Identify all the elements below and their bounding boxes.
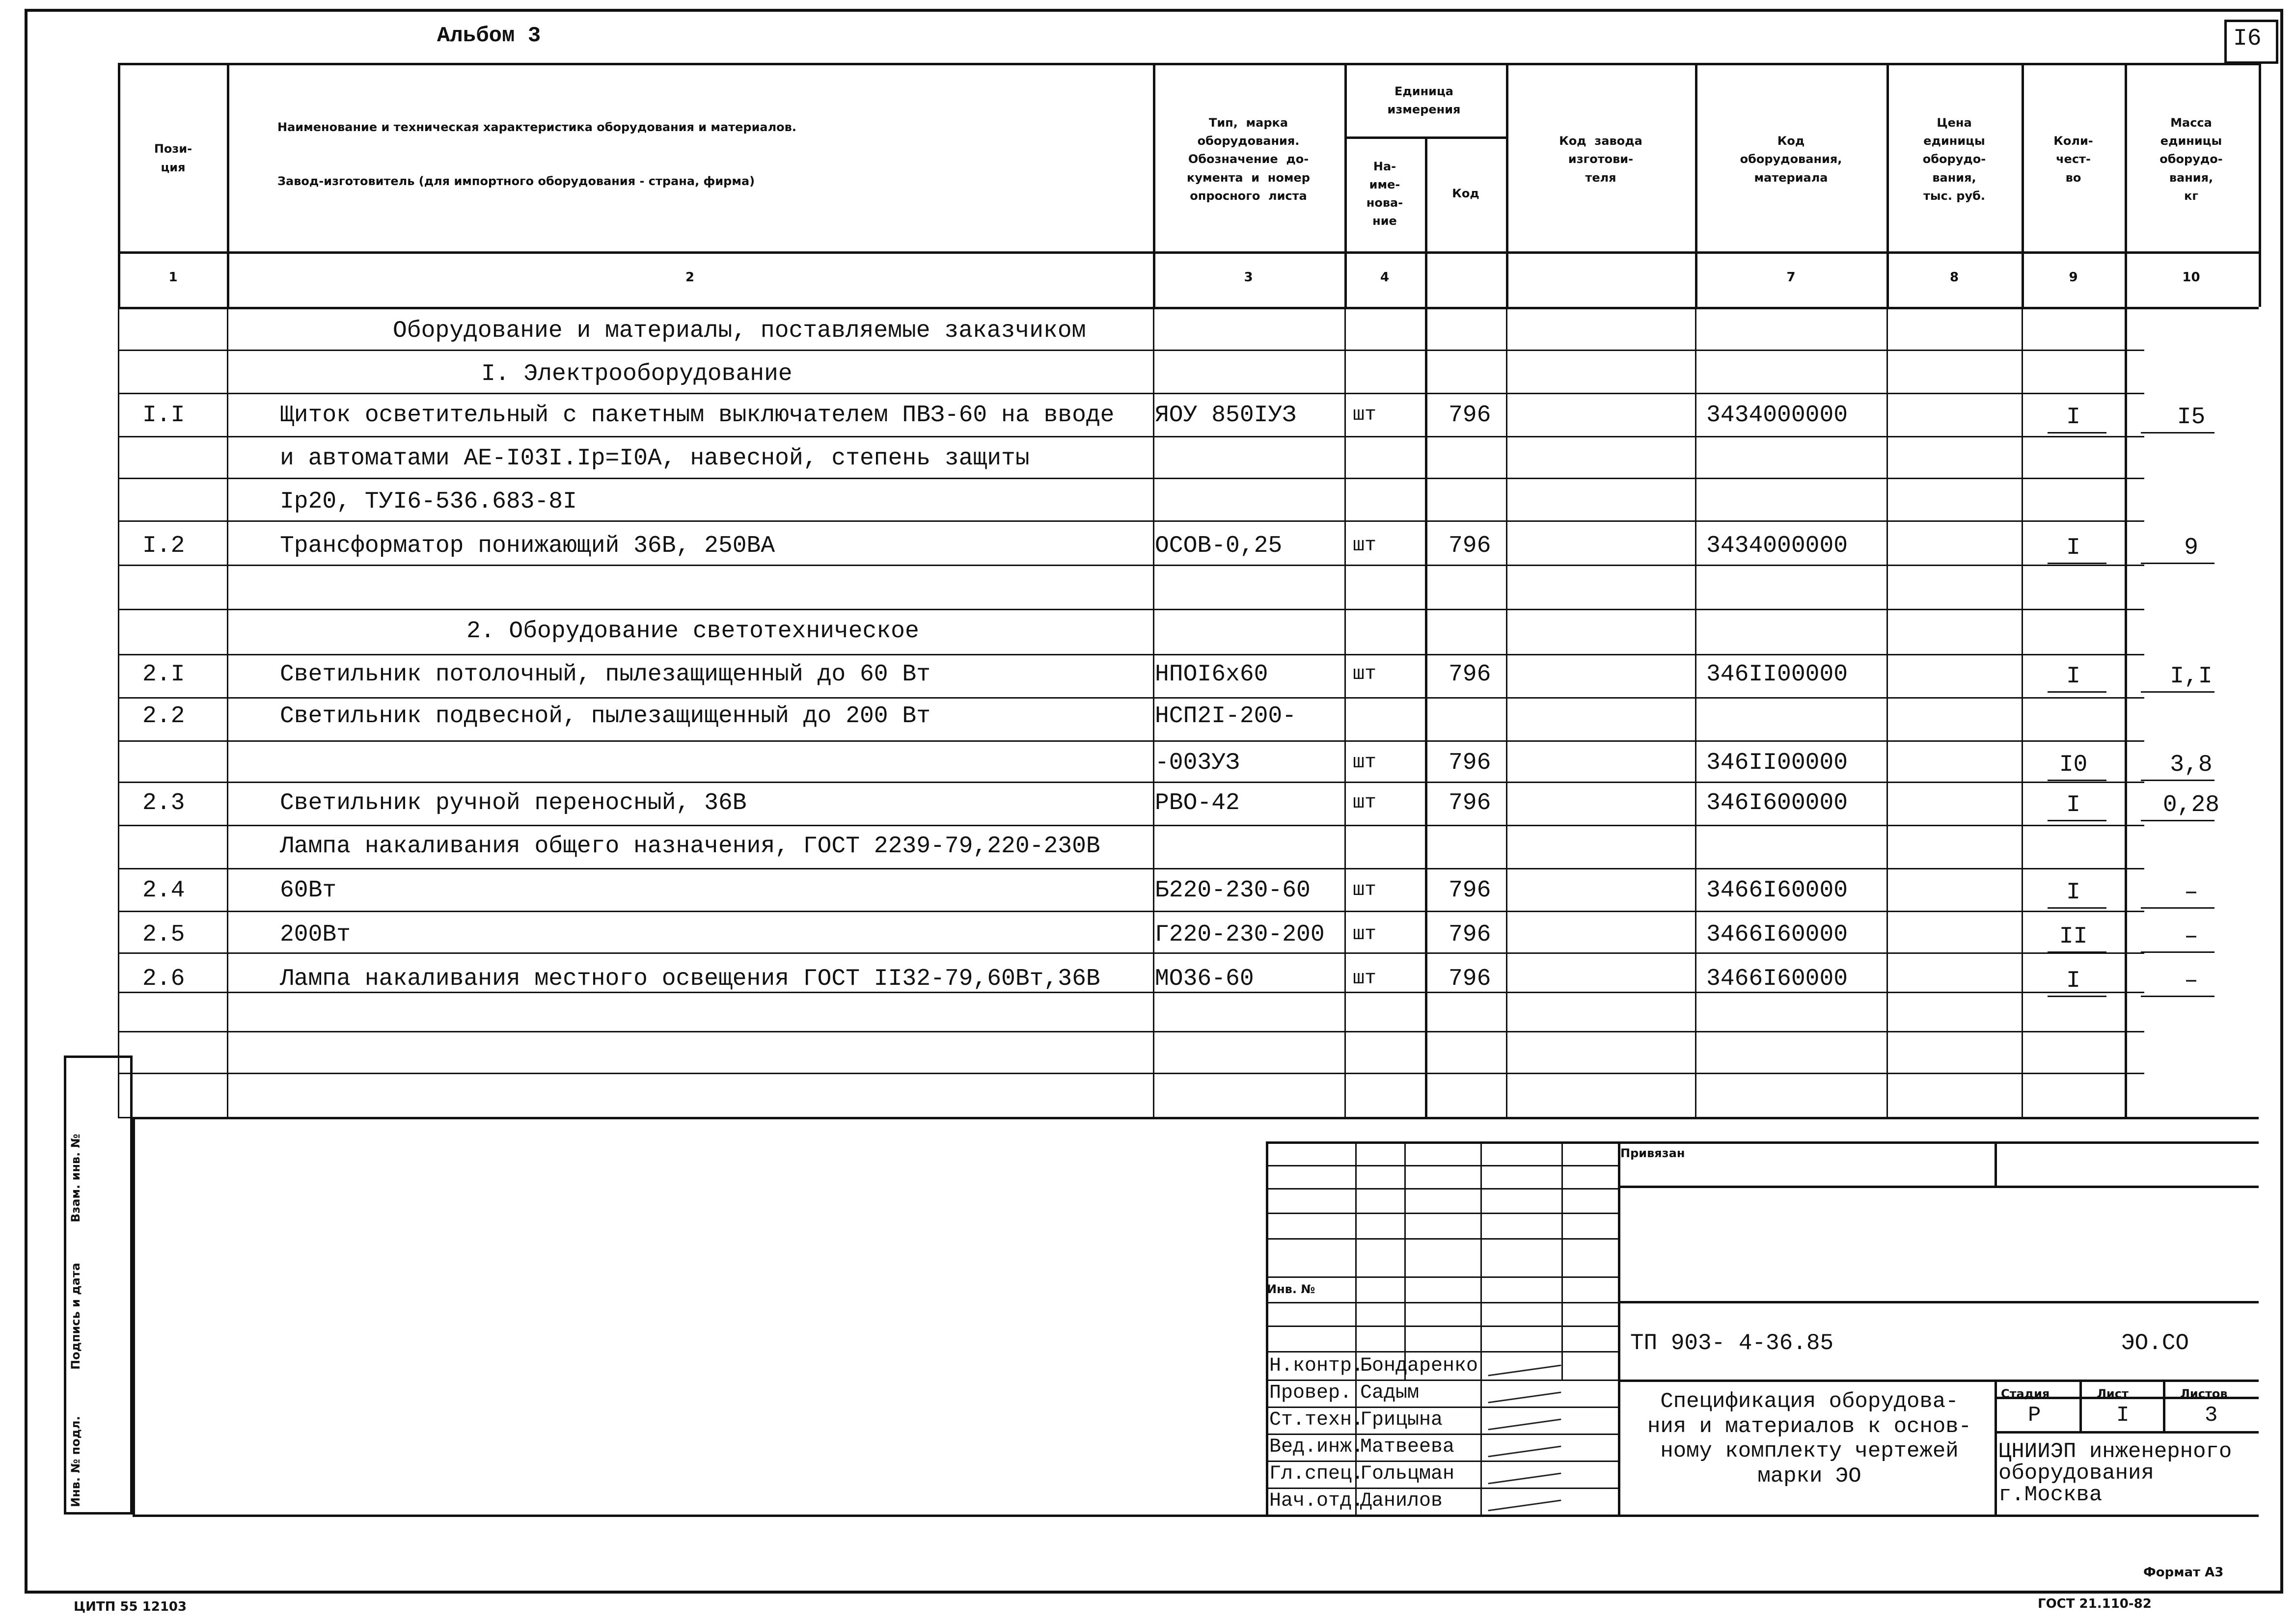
row-unit: шт [1353, 879, 1377, 901]
value-underline [2048, 907, 2106, 909]
grid-hline [118, 393, 2144, 394]
row-mass: I,I [2170, 663, 2213, 690]
col-number: 7 [1786, 270, 1796, 285]
value-underline [2141, 996, 2214, 997]
row-type: Б220-230-60 [1155, 877, 1311, 904]
value-underline [2048, 563, 2106, 564]
col-header-maker-code: Код завода изготови- теля [1559, 134, 1642, 185]
grid-vline [2079, 1380, 2082, 1431]
row-type: НСП2I-200- [1155, 703, 1297, 730]
stamp-staff-name: Гольцман [1360, 1463, 1455, 1485]
value-underline [2141, 691, 2214, 693]
col-number: 3 [1244, 270, 1253, 285]
col-header-mass: Масса единицы оборудо- вания, кг [2159, 116, 2223, 203]
grid-hline [118, 825, 2144, 826]
grid-hline [1618, 1301, 2259, 1303]
stamp-document-title: Спецификация оборудова- ния и материалов к основ- ному комплекту чертежей марки ЭО [1647, 1389, 1972, 1489]
row-name: Светильник подвесной, пылезащищенный до 200 Вт [280, 703, 931, 730]
grid-hline [118, 350, 2144, 351]
row-unit-code: 796 [1449, 790, 1491, 816]
grid-hline [1266, 1238, 1618, 1240]
stamp-sheet-label: Лист [2097, 1387, 2129, 1401]
row-mass: 3,8 [2170, 752, 2213, 778]
grid-hline [118, 952, 2144, 954]
value-underline [2141, 563, 2214, 564]
value-underline [2141, 907, 2214, 909]
row-unit-code: 796 [1449, 661, 1491, 688]
grid-hline [1266, 1165, 1618, 1166]
row-mass: 9 [2184, 535, 2198, 561]
row-unit: шт [1353, 663, 1377, 685]
grid-hline [118, 251, 2259, 254]
col-number: 4 [1380, 270, 1390, 285]
row-quantity: I [2066, 792, 2080, 818]
row-quantity: I [2066, 879, 2080, 906]
grid-hline [1266, 1461, 1618, 1462]
grid-vline [1618, 1141, 1620, 1515]
grid-vline [1266, 1141, 1268, 1515]
row-position: 2.4 [142, 877, 185, 904]
stamp-staff-name: Бондаренко [1360, 1355, 1478, 1377]
value-underline [2048, 780, 2106, 781]
row-position: 2.5 [142, 921, 185, 948]
row-position: 2.6 [142, 966, 185, 992]
row-equipment-code: 3466I60000 [1706, 877, 1848, 904]
grid-vline [1995, 1141, 1997, 1186]
stamp-staff-name: Грицына [1360, 1409, 1443, 1431]
row-type: -003УЗ [1155, 750, 1240, 776]
row-type: ОСОВ-0,25 [1155, 533, 1283, 559]
grid-hline [118, 697, 2144, 699]
col-header-unit-group: Единица измерения [1387, 84, 1461, 116]
format-label: Формат А3 [2143, 1565, 2224, 1580]
stamp-organization: ЦНИИЭП инженерного оборудования г.Москва [1998, 1439, 2232, 1507]
row-equipment-code: 3434000000 [1706, 533, 1848, 559]
grid-hline [118, 565, 2144, 566]
stamp-stage-value: Р [2028, 1403, 2041, 1428]
stamp-staff-role: Провер. [1269, 1382, 1352, 1404]
row-name: Щиток осветительный с пакетным выключателем ПВЗ-60 на вводе [280, 402, 1115, 429]
row-mass: – [2184, 968, 2198, 994]
side-label-signature-date: Подпись и дата [69, 1263, 82, 1370]
stamp-mark: ЭО.СО [2121, 1330, 2189, 1356]
col-header-name-a: Наименование и техническая характеристика оборудования и материалов. [277, 120, 796, 135]
stamp-staff-name: Данилов [1360, 1490, 1443, 1512]
grid-hline [1266, 1302, 1618, 1303]
grid-hline [1266, 1515, 2259, 1517]
stamp-privyazan-label: Привязан [1620, 1146, 1685, 1160]
row-name: Светильник потолочный, пылезащищенный до 60 Вт [280, 661, 931, 688]
stamp-staff-role: Ст.техн. [1269, 1409, 1364, 1431]
stamp-sheets-label: Листов [2180, 1387, 2228, 1401]
grid-vline [1561, 1141, 1563, 1380]
grid-vline [1344, 307, 1346, 1117]
side-label-replaced-inv: Взам. инв. № [69, 1134, 82, 1222]
grid-hline [118, 911, 2144, 912]
row-mass: 0,28 [2162, 792, 2220, 818]
side-label-original-inv: Инв. № подл. [69, 1416, 82, 1507]
col-header-quantity: Коли- чест- во [2053, 134, 2093, 185]
row-section-heading: I. Электрооборудование [481, 361, 793, 387]
grid-hline [1266, 1407, 1618, 1408]
gost-label: ГОСТ 21.110-82 [2038, 1597, 2152, 1611]
row-unit-code: 796 [1449, 877, 1491, 904]
grid-hline [118, 782, 2144, 783]
stamp-sheet-value: I [2116, 1403, 2130, 1428]
row-section-heading: 2. Оборудование светотехническое [466, 618, 919, 645]
value-underline [2141, 951, 2214, 953]
stamp-sheets-value: 3 [2205, 1403, 2218, 1428]
row-unit-code: 796 [1449, 533, 1491, 559]
row-unit: шт [1353, 792, 1377, 814]
col-header-unit-name: На- име- нова- ние [1366, 159, 1403, 228]
row-unit-code: 796 [1449, 750, 1491, 776]
col-number: 1 [168, 270, 178, 285]
grid-hline [118, 868, 2144, 869]
grid-hline [118, 1031, 2144, 1032]
col-number: 2 [685, 270, 695, 285]
grid-vline [1886, 307, 1888, 1117]
col-header-equipment-code: Код оборудования, материала [1740, 134, 1842, 185]
row-type: Г220-230-200 [1155, 921, 1325, 948]
row-type: МО36-60 [1155, 966, 1254, 992]
grid-hline [133, 1515, 1267, 1517]
row-equipment-code: 346I600000 [1706, 790, 1848, 816]
row-name: 60Вт [280, 877, 337, 904]
grid-vline [1506, 307, 1507, 1117]
grid-vline [118, 307, 119, 1117]
row-position: 2.2 [142, 703, 185, 730]
row-mass: I5 [2177, 404, 2206, 431]
row-quantity: I [2066, 968, 2080, 994]
grid-hline [118, 520, 2144, 522]
grid-vline [1355, 1141, 1357, 1380]
grid-hline [118, 654, 2144, 655]
grid-vline [1995, 1380, 1997, 1515]
row-name: 200Вт [280, 921, 351, 948]
row-unit-code: 796 [1449, 966, 1491, 992]
stamp-staff-role: Вед.инж. [1269, 1436, 1364, 1458]
value-underline [2141, 820, 2214, 821]
value-underline [2141, 432, 2214, 433]
grid-hline [1618, 1186, 2259, 1188]
col-number: 9 [2069, 270, 2078, 285]
grid-hline [1266, 1188, 1618, 1190]
album-label: Альбом 3 [437, 24, 541, 48]
row-quantity: I0 [2059, 752, 2088, 778]
col-header-type: Тип, марка оборудования. Обозначение до- кумента и номер опросного листа [1187, 116, 1310, 203]
row-unit-code: 796 [1449, 921, 1491, 948]
grid-hline [1266, 1213, 1618, 1214]
row-equipment-code: 346II00000 [1706, 750, 1848, 776]
row-unit: шт [1353, 752, 1377, 774]
grid-hline [118, 436, 2144, 437]
stamp-inv-label: Инв. № [1267, 1282, 1315, 1296]
grid-hline [118, 609, 2144, 610]
grid-hline [1266, 1326, 1618, 1327]
grid-hline [1266, 1380, 1618, 1381]
grid-hline [118, 740, 2144, 742]
stamp-staff-role: Н.контр. [1269, 1355, 1364, 1377]
row-unit: шт [1353, 404, 1377, 426]
stamp-document-code: ТП 903- 4-36.85 [1630, 1330, 1834, 1356]
grid-vline [1404, 1141, 1406, 1380]
row-type: ЯОУ 850IУЗ [1155, 402, 1297, 429]
row-equipment-code: 3466I60000 [1706, 921, 1848, 948]
row-name: Светильник ручной переносный, 36В [280, 790, 747, 816]
grid-hline [133, 1117, 2259, 1119]
value-underline [2048, 432, 2106, 433]
grid-vline [133, 1117, 135, 1515]
grid-hline [1266, 1351, 1618, 1353]
row-equipment-code: 3466I60000 [1706, 966, 1848, 992]
row-equipment-code: 346II00000 [1706, 661, 1848, 688]
grid-hline [118, 63, 2259, 65]
row-mass: – [2184, 923, 2198, 950]
row-unit-code: 796 [1449, 402, 1491, 429]
row-type: РВО-42 [1155, 790, 1240, 816]
print-code: ЦИТП 55 12103 [74, 1599, 187, 1614]
grid-hline [1266, 1141, 2259, 1144]
grid-vline [1153, 307, 1154, 1117]
value-underline [2048, 691, 2106, 693]
grid-vline [2259, 63, 2261, 307]
col-header-unit-code: Код [1452, 187, 1479, 201]
col-number: 10 [2182, 270, 2200, 285]
row-name: Лампа накаливания общего назначения, ГОСТ 2239-79,220-230В [280, 833, 1100, 860]
stamp-stage-label: Стадия [2001, 1387, 2050, 1401]
stamp-staff-role: Нач.отд. [1269, 1490, 1364, 1512]
col-header-name-b: Завод-изготовитель (для импортного оборудования - страна, фирма) [277, 174, 755, 189]
row-name: Iр20, ТУI6-536.683-8I [280, 488, 577, 515]
grid-hline [118, 478, 2144, 479]
row-equipment-code: 3434000000 [1706, 402, 1848, 429]
row-quantity: II [2059, 923, 2088, 950]
grid-vline [1425, 307, 1427, 1117]
grid-hline [1995, 1431, 2259, 1434]
row-quantity: I [2066, 535, 2080, 561]
row-unit: шт [1353, 923, 1377, 946]
col-header-price: Цена единицы оборудо- вания, тыс. руб. [1922, 116, 1986, 203]
grid-vline [1480, 1380, 1482, 1515]
row-position: I.I [142, 402, 185, 429]
row-name: Трансформатор понижающий 36В, 250ВА [280, 533, 775, 559]
grid-hline [1266, 1434, 1618, 1435]
row-position: 2.I [142, 661, 185, 688]
row-unit: шт [1353, 535, 1377, 557]
col-header-position: Пози- ция [154, 142, 192, 174]
row-quantity: I [2066, 663, 2080, 690]
grid-hline [1266, 1276, 1618, 1278]
grid-vline [2163, 1380, 2165, 1431]
stamp-staff-role: Гл.спец. [1269, 1463, 1364, 1485]
row-position: 2.3 [142, 790, 185, 816]
stamp-staff-name: Матвеева [1360, 1436, 1455, 1458]
grid-hline [118, 307, 2144, 308]
row-position: I.2 [142, 533, 185, 559]
grid-vline [1695, 307, 1696, 1117]
row-name: и автоматами АЕ-I03I.Iр=I0А, навесной, степень защиты [280, 445, 1030, 472]
row-section-heading: Оборудование и материалы, поставляемые заказчиком [393, 318, 1086, 344]
value-underline [2048, 951, 2106, 953]
grid-hline [1266, 1488, 1618, 1489]
row-name: Лампа накаливания местного освещения ГОСТ II32-79,60Вт,36В [280, 966, 1100, 992]
grid-hline [118, 1073, 2144, 1074]
grid-vline [1480, 1141, 1482, 1380]
row-unit: шт [1353, 968, 1377, 990]
value-underline [2141, 780, 2214, 781]
page-number: I6 [2233, 26, 2262, 52]
row-mass: – [2184, 879, 2198, 906]
stamp-staff-name: Садым [1360, 1382, 1420, 1404]
col-number: 8 [1949, 270, 1959, 285]
value-underline [2048, 996, 2106, 997]
row-quantity: I [2066, 404, 2080, 431]
row-type: НПОI6х60 [1155, 661, 1268, 688]
value-underline [2048, 820, 2106, 821]
